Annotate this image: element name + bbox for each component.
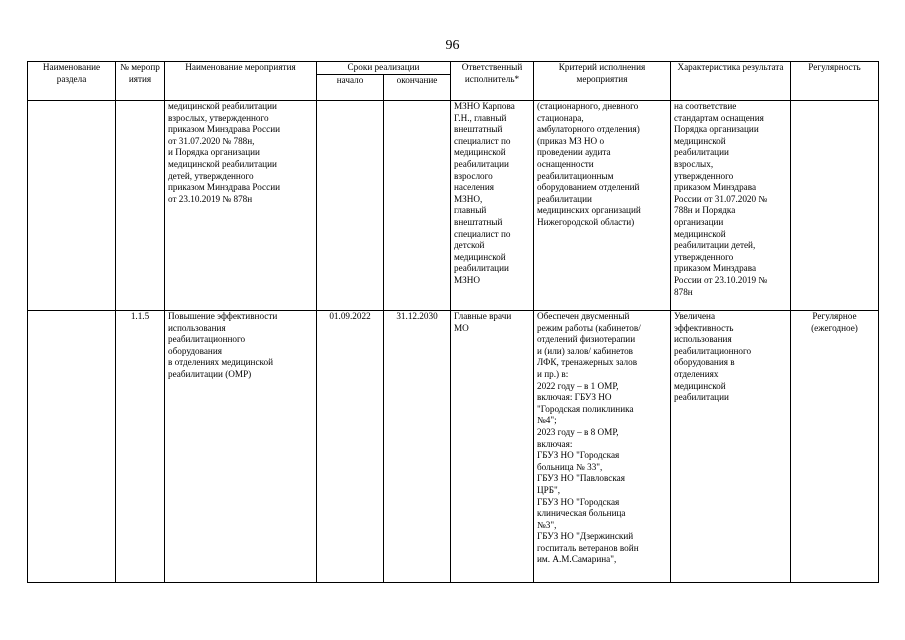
cell-activity-name: Повышение эффективности использования реабилитационного оборудования в отделениях медицинской реабилитации (ОМР) bbox=[165, 311, 317, 583]
header-activity-name: Наименование мероприятия bbox=[165, 62, 317, 101]
cell-regularity: Регулярное (ежегодное) bbox=[791, 311, 879, 583]
cell-number bbox=[116, 101, 165, 311]
cell-result: Увеличена эффективность использования реабилитационного оборудования в отделениях медицинской реабилитации bbox=[671, 311, 791, 583]
header-timeline: Сроки реализации bbox=[317, 62, 451, 75]
cell-start bbox=[317, 101, 384, 311]
table-row bbox=[28, 311, 879, 583]
cell-responsible: МЗНО Карпова Г.Н., главный внештатный специалист по медицинской реабилитации взрослого населения МЗНО, главный внештатный специалист по детской медицинской реабилитации МЗНО bbox=[451, 101, 534, 311]
cell-end bbox=[384, 101, 451, 311]
header-number: № меропр иятия bbox=[116, 62, 165, 101]
header-criterion: Критерий исполнения мероприятия bbox=[534, 62, 671, 101]
header-start: начало bbox=[317, 75, 384, 101]
table-row bbox=[28, 101, 879, 311]
header-end: окончание bbox=[384, 75, 451, 101]
cell-criterion: Обеспечен двусменный режим работы (кабинетов/ отделений физиотерапии и (или) залов/ кабинетов ЛФК, тренажерных залов и пр.) в: 2022 году – в 1 ОМР, включая: ГБУЗ НО "Городская поликлиника №4"; 2023 году – в 8 ОМР, включая: ГБУЗ НО "Городская больница № 33", ГБУЗ НО "Павловская ЦРБ", ГБУЗ НО "Городская клиническая больница №3", ГБУЗ НО "Дзержинский госпиталь ветеранов войн им. А.М.Самарина", bbox=[534, 311, 671, 583]
page-number: 96 bbox=[445, 38, 460, 53]
cell-section bbox=[28, 311, 116, 583]
header-responsible: Ответственный исполнитель* bbox=[451, 62, 534, 101]
header-regularity: Регулярность bbox=[791, 62, 879, 101]
cell-responsible: Главные врачи МО bbox=[451, 311, 534, 583]
header-result: Характеристика результата bbox=[671, 62, 791, 101]
cell-result: на соответствие стандартам оснащения Порядка организации медицинской реабилитации взрослых, утвержденного приказом Минздрава России от 31.07.2020 № 788н и Порядка организации медицинской реабилитации детей, утвержденного приказом Минздрава России от 23.10.2019 № 878н bbox=[671, 101, 791, 311]
header-section-name: Наименование раздела bbox=[28, 62, 116, 101]
cell-activity-name: медицинской реабилитации взрослых, утвержденного приказом Минздрава России от 31.07.2020 № 788н, и Порядка организации медицинской реабилитации детей, утвержденного приказом Минздрава России от 23.10.2019 № 878н bbox=[165, 101, 317, 311]
cell-section bbox=[28, 101, 116, 311]
cell-end: 31.12.2030 bbox=[384, 311, 451, 583]
cell-criterion: (стационарного, дневного стационара, амбулаторного отделения) (приказ МЗ НО о проведении аудита оснащенности реабилитационным оборудованием отделений реабилитации медицинских организаций Нижегородской области) bbox=[534, 101, 671, 311]
cell-number: 1.1.5 bbox=[116, 311, 165, 583]
cell-start: 01.09.2022 bbox=[317, 311, 384, 583]
activity-table bbox=[27, 61, 879, 583]
cell-regularity bbox=[791, 101, 879, 311]
